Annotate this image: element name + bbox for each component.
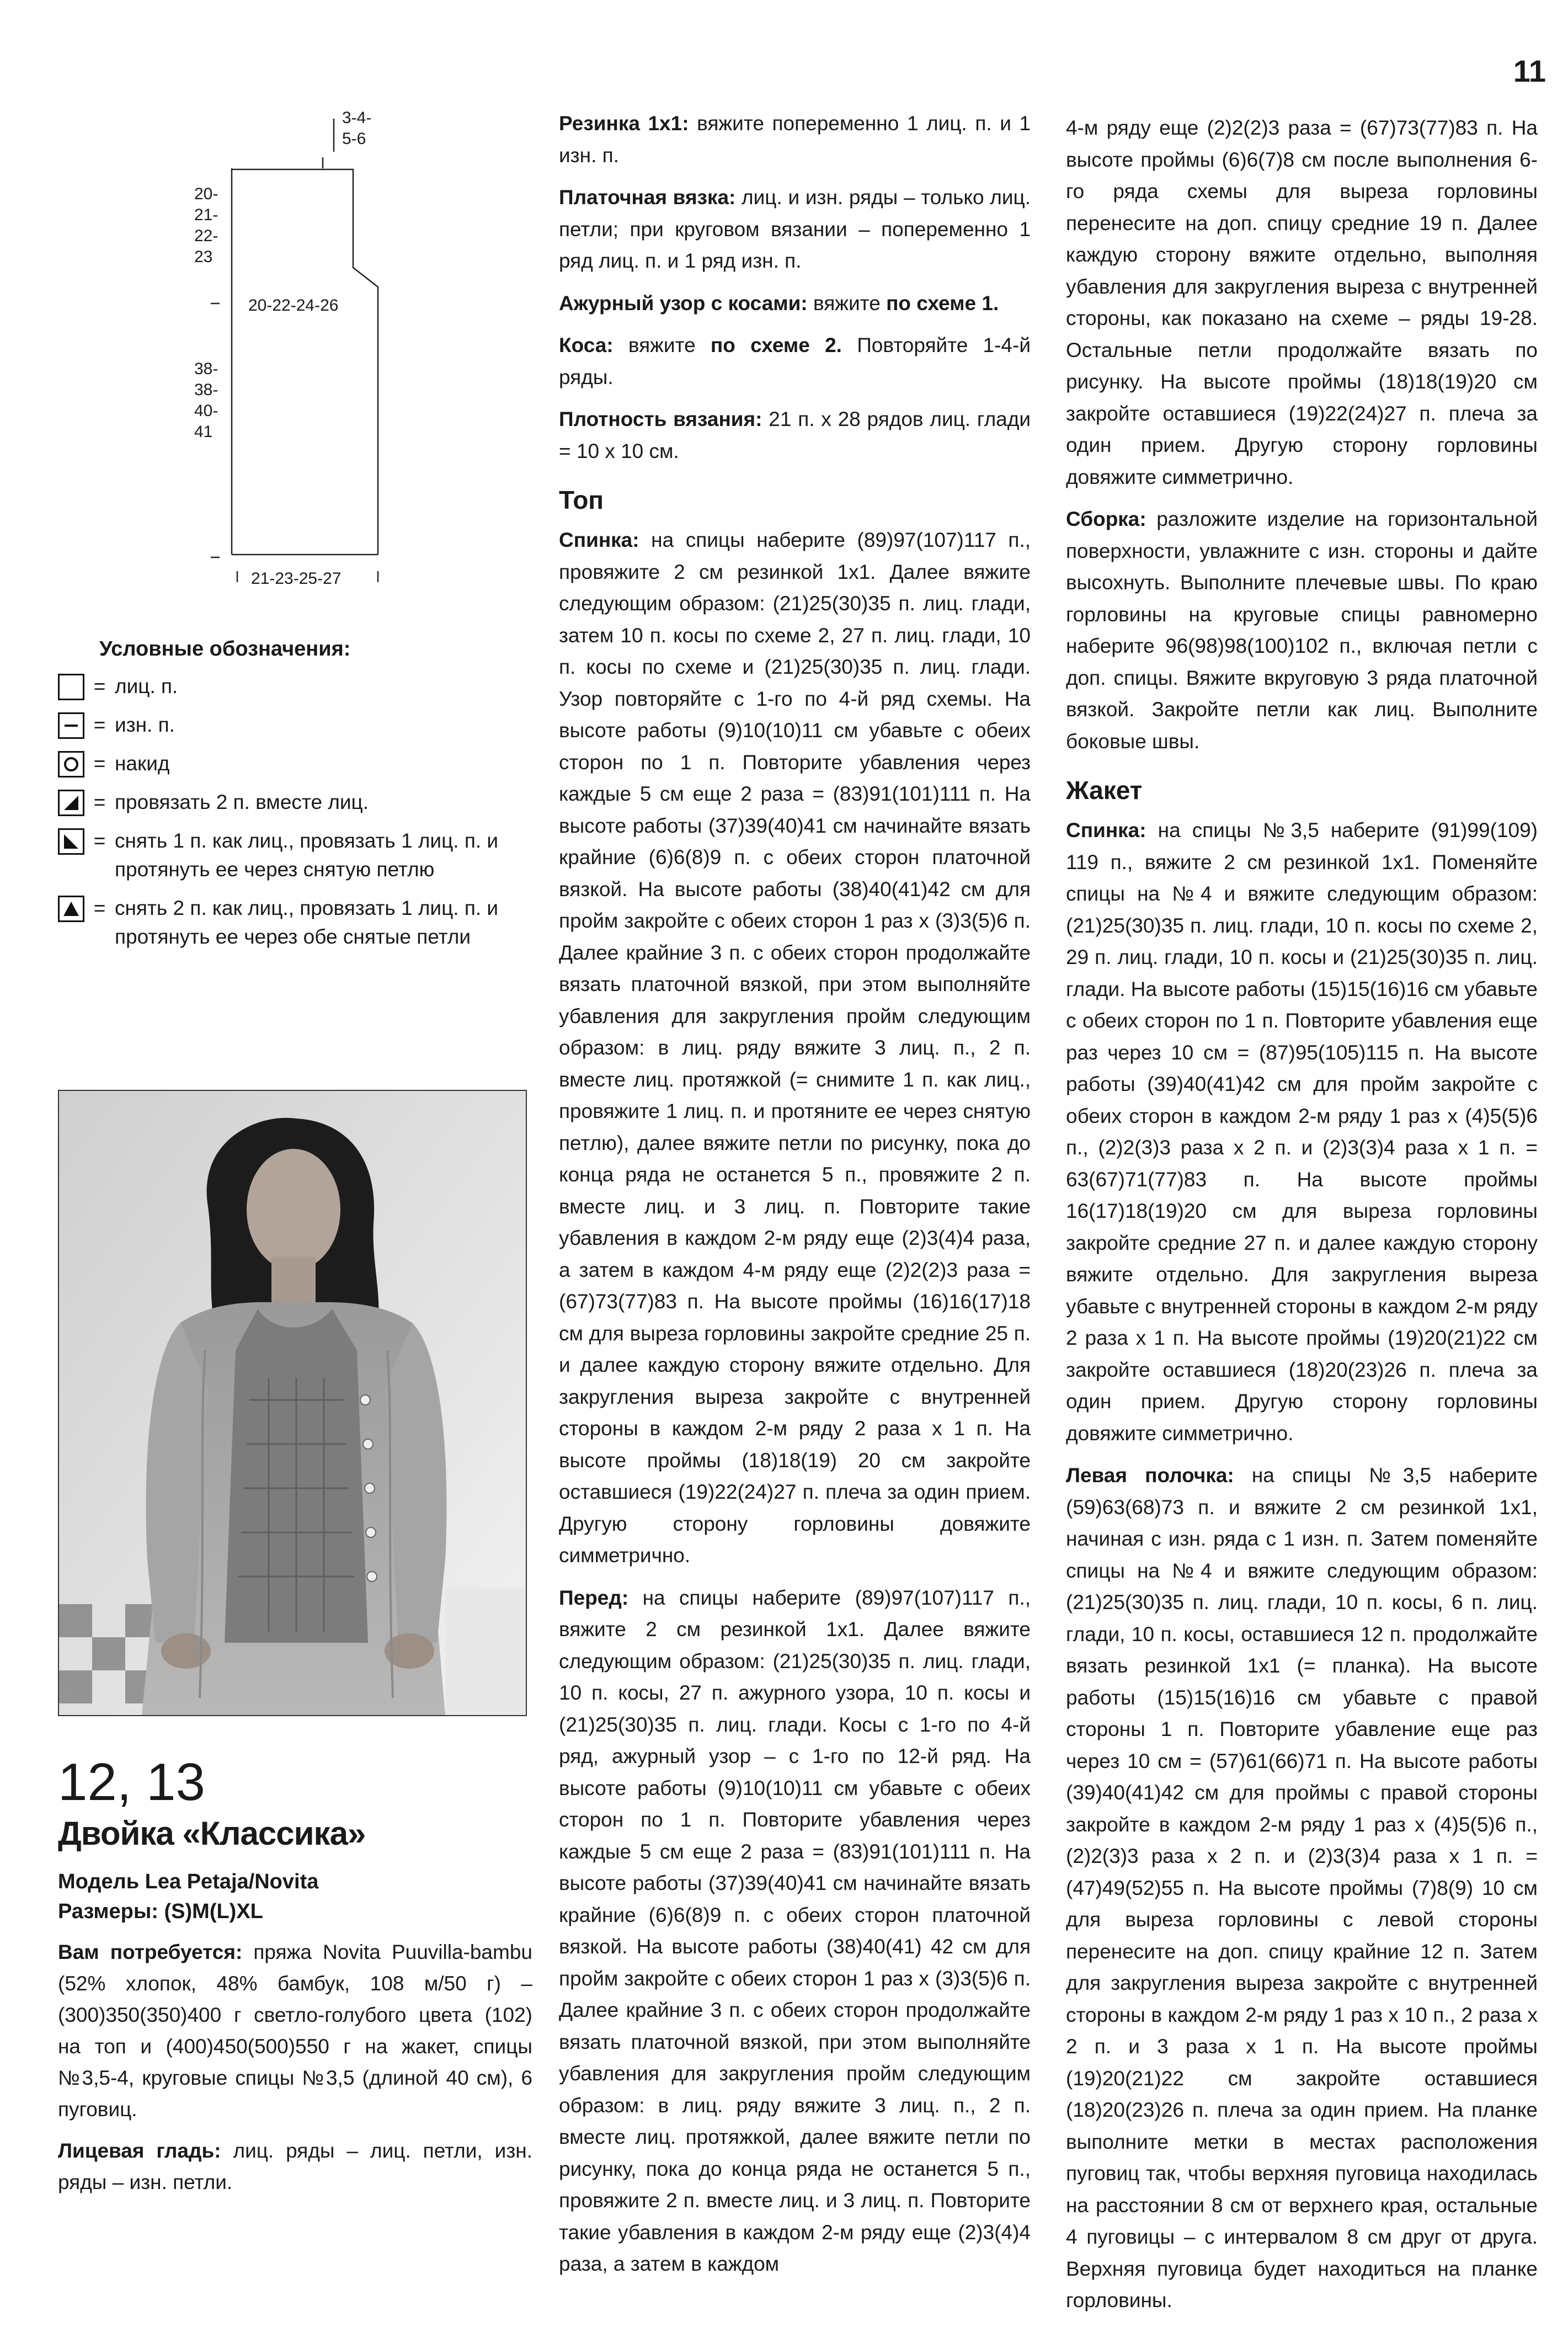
schema-half-width-upper: 20-22-24-26: [248, 296, 339, 315]
legend-item: = снять 1 п. как лиц., провязать 1 лиц. п. и протянуть ее через снятую петлю: [58, 827, 516, 884]
legend-item-text: провязать 2 п. вместе лиц.: [115, 791, 369, 813]
legend-title: Условные обозначения:: [99, 637, 351, 661]
sk2p-triangle-icon: [58, 896, 84, 922]
schematic-outline: [182, 108, 414, 604]
purl-dash-icon: [58, 712, 84, 739]
legend-item: = изн. п.: [58, 711, 516, 739]
gauge-paragraph: Плотность вязания: 21 п. x 28 рядов лиц. глади = 10 x 10 см.: [559, 408, 1031, 462]
stockinette-paragraph: Лицевая гладь: лиц. ряды – лиц. петли, изн. ряды – изн. петли.: [58, 2139, 533, 2193]
model-photo: [58, 1090, 527, 1716]
materials-paragraph: Вам потребуется: пряжа Novita Puuvilla-bambu (52% хлопок, 48% бамбук, 108 м/50 г) – (300)350(350)400 г светло-голубого цвета (102) на топ и (400)450(500)550 г на жакет, спицы №3,5-4, круговые спицы №3,5 (длиной 40 см), 6 пуговиц.: [58, 1941, 532, 2121]
model-number: 12, 13: [58, 1753, 205, 1812]
k2tog-triangle-icon: [58, 790, 84, 816]
yarn-over-circle-icon: [58, 751, 84, 778]
garment-schematic: [182, 108, 414, 604]
cable-paragraph: Коса: вяжите по схеме 2. Повторяйте 1-4-й ряды.: [559, 334, 1031, 388]
model-sizes: Размеры: (S)M(L)XL: [58, 1900, 263, 1923]
schema-bottom-width: 21-23-25-27: [251, 569, 342, 588]
instructions-column-right: [1066, 112, 1538, 2327]
jacket-back-paragraph: Спинка: на спицы №3,5 наберите (91)99(109) 119 п., вяжите 2 см резинкой 1x1. Поменяйте спицы на №4 и вяжите следующим образом: (21)25(30)35 п. лиц. глади, 10 п. косы по схеме 2, 29 п. лиц. глади, 10 п. косы и (21)25(30)35 п. лиц. глади. На высоте работы (15)15(16)16 см убавьте с обеих сторон по 1 п. Повторите убавления еще раз через 10 см = (87)95(105)115 п. На высоте работы (39)40(41)42 см для пройм закройте с обеих сторон в каждом 2-м ряду 1 раз x (4)5(5)6 п., (2)2(3)3 раза x 2 п. и (2)3(3)4 раза x 1 п. = 63(67)71(77)83 п. На высоте проймы 16(17)18(19)20 см для выреза горловины закройте средние 27 п. и далее каждую сторону вяжите отдельно. Для закругления выреза убавьте с внутренней стороны в каждом 2-м ряду 2 раза x 1 п. На высоте проймы (19)20(21)22 см закройте оставшиеся (18)20(23)26 п. плеча за один прием. Другую сторону горловины довяжите симметрично.: [1066, 819, 1538, 1445]
schema-side-length: 38- 38- 40- 41: [194, 360, 218, 441]
left-front-paragraph: Левая полочка: на спицы №3,5 наберите (59)63(68)73 п. и вяжите 2 см резинкой 1x1, начиная с изн. ряда с 1 изн. п. Затем поменяйте спицы на №4 и вяжите следующим образом: (21)25(30)35 п. лиц. глади, 10 п. косы, 6 п. лиц. глади, 10 п. косы, оставшиеся 12 п. продолжайте вязать резинкой 1x1 (= планка). На высоте работы (15)15(16)16 см убавьте с правой стороны 1 п. Повторите убавление еще раз через 10 см = (57)61(66)71 п. На высоте работы (39)40(41)42 см для проймы с правой стороны закройте в каждом 2-м ряду 1 раз x (4)5(5)6 п., (2)2(3)3 раза x 2 п. и (2)3(3)4 раза x 1 п. = (47)49(52)55 п. На высоте проймы (7)8(9) 10 см для выреза горловины с левой стороны перенесите на доп. спицу крайние 12 п. Затем для закругления выреза закройте с внутренней стороны в каждом 2-м ряду 1 раз x 10 п., 2 раза x 2 п. и 3 раза x 1 п. На высоте проймы (19)20(21)22 см закройте оставшиеся (18)20(23)26 п. плеча за один прием. На планке выполните метки в местах расположения пуговиц так, чтобы верхняя пуговица находилась на расстоянии 8 см от верхнего края, остальные 4 пуговицы – с интервалом 8 см друг от друга. Верхняя пуговица будет находиться на планке горловины.: [1066, 1464, 1538, 2312]
lace-paragraph: Ажурный узор с косами: вяжите по схеме 1.: [559, 291, 999, 315]
symbol-legend: [58, 637, 516, 961]
legend-item: = накид: [58, 749, 516, 778]
top-back-paragraph: Спинка: на спицы наберите (89)97(107)117 п., провяжите 2 см резинкой 1x1. Далее вяжите следующим образом: (21)25(30)35 п. лиц. глади, затем 10 п. косы по схеме 2, 27 п. лиц. глади, 10 п. косы по схеме и (21)25(30)35 п. лиц. глади. Узор повторяйте с 1-го по 4-й ряд схемы. На высоте работы (9)10(10)11 см убавьте с обеих сторон по 1 п. Повторите убавления через каждые 5 см еще 2 раза = (83)91(101)111 п. На высоте работы (37)39(40)41 см начинайте вязать крайние (6)6(8)9 п. с обеих сторон платочной вязкой. На высоте работы (38)40(41)42 см для пройм закройте с обеих сторон 1 раз x (3)3(5)6 п. Далее крайние 3 п. с обеих сторон продолжайте вязать платочной вязкой, при этом выполняйте убавления для закругления пройм следующим образом: в лиц. ряду вяжите 3 лиц. п., 2 п. вместе лиц. протяжкой (= снимите 1 п. как лиц., провяжите 1 лиц. п. и протяните ее через снятую петлю), далее вяжите петли по рисунку, пока до конца ряда не останется 5 п., провяжите 2 п. вместе лиц. и 3 лиц. п. Повторите такие убавления в каждом 2-м ряду еще (2)3(4)4 раза, а затем в каждом 4-м ряду еще (2)2(2)3 раза = (67)73(77)83 п. На высоте проймы (16)16(17)18 см для выреза горловины закройте средние 25 п. и далее каждую сторону вяжите отдельно. Для закругления выреза закройте с внутренней стороны в каждом 2-м ряду 2 раза x 1 п. На высоте проймы (18)18(19) 20 см закройте оставшиеся (19)22(24)27 п. плеча за один прием. Другую сторону горловины довяжите симметрично.: [559, 529, 1031, 1567]
knit-square-icon: [58, 674, 84, 700]
legend-item-text: изн. п.: [115, 713, 175, 736]
top-front-paragraph: Перед: на спицы наберите (89)97(107)117 п., вяжите 2 см резинкой 1x1. Далее вяжите следующим образом: (21)25(30)35 п. лиц. глади, 10 п. косы, 27 п. ажурного узора, 10 п. косы и (21)25(30)35 п. лиц. глади. Косы с 1-го по 4-й ряд, ажурный узор – с 1-го по 12-й ряд. На высоте работы (9)10(10)11 см убавьте с обеих сторон по 1 п. Повторите убавления через каждые 5 см еще 2 раза = (83)91(101)111 п. На высоте работы (37)39(40)41 см начинайте вязать крайние (6)6(8)9 п. с обеих сторон платочной вязкой. На высоте работы (38)40(41) 42 см для пройм закройте с обеих сторон 1 раз x (3)3(5)6 п. Далее крайние 3 п. с обеих сторон продолжайте вязать платочной вязкой, при этом выполняйте убавления для закругления пройм следующим образом: в лиц. ряду вяжите 3 лиц. п., 2 п. вместе лиц. протяжкой, далее вяжите петли по рисунку, пока до конца ряда не останется 5 п., провяжите 2 п. вместе лиц. и 3 лиц. п. Повторите такие убавления в каждом 2-м ряду еще (2)3(4)4 раза, а затем в каждом: [559, 1586, 1031, 2275]
page-number: 11: [1513, 54, 1546, 88]
schema-armhole-depth: 20- 21- 22- 23: [194, 185, 218, 266]
legend-item: = снять 2 п. как лиц., провязать 1 лиц. п. и протянуть ее через обе снятые петли: [58, 894, 516, 951]
rib-paragraph: Резинка 1x1: вяжите попеременно 1 лиц. п. и 1 изн. п.: [559, 112, 1031, 167]
section-heading-top: Топ: [559, 486, 604, 514]
legend-item-text: снять 1 п. как лиц., провязать 1 лиц. п. и протянуть ее через снятую петлю: [115, 829, 499, 881]
assembly-paragraph: Сборка: разложите изделие на горизонтальной поверхности, увлажните с изн. стороны и дайте высохнуть. Выполните плечевые швы. По краю горловины на круговые спицы равномерно наберите 96(98)98(100)102 п., включая петли с доп. спицы. Вяжите вкруговую 3 ряда платочной вязкой. Закройте петли как лиц. Выполните боковые швы.: [1066, 508, 1538, 753]
legend-item: = лиц. п.: [58, 672, 516, 701]
model-photo-illustration: [59, 1091, 526, 1715]
top-front-continued: 4-м ряду еще (2)2(2)3 раза = (67)73(77)83 п. На высоте проймы (6)6(7)8 см после выполнения 6-го ряда схемы для выреза горловины перенесите на доп. спицу средние 19 п. Далее каждую сторону вяжите отдельно, выполняя убавления для закругления выреза с внутренней стороны, как показано на схеме – ряды 19-28. Остальные петли продолжайте вязать по рисунку. На высоте проймы (18)18(19)20 см закройте оставшиеся (19)22(24)27 п. плеча за один прием. Другую сторону горловины довяжите симметрично.: [1066, 116, 1538, 488]
ssk-triangle-icon: [58, 828, 84, 855]
section-heading-jacket: Жакет: [1066, 776, 1143, 805]
legend-item-text: снять 2 п. как лиц., провязать 1 лиц. п. и протянуть ее через обе снятые петли: [115, 897, 499, 948]
instructions-column-middle: [559, 108, 1031, 2291]
legend-item-text: накид: [115, 752, 170, 775]
legend-item-text: лиц. п.: [115, 675, 178, 697]
model-designer: Модель Lea Petaja/Novita: [58, 1870, 319, 1893]
legend-item: = провязать 2 п. вместе лиц.: [58, 788, 516, 817]
schema-top-width: 3-4- 5-6: [342, 109, 372, 148]
model-title: Двойка «Классика»: [58, 1815, 366, 1852]
model-info: [58, 1752, 532, 2198]
garter-paragraph: Платочная вязка: лиц. и изн. ряды – только лиц. петли; при круговом вязании – попеременно 1 ряд лиц. п. и 1 ряд изн. п.: [559, 186, 1031, 272]
